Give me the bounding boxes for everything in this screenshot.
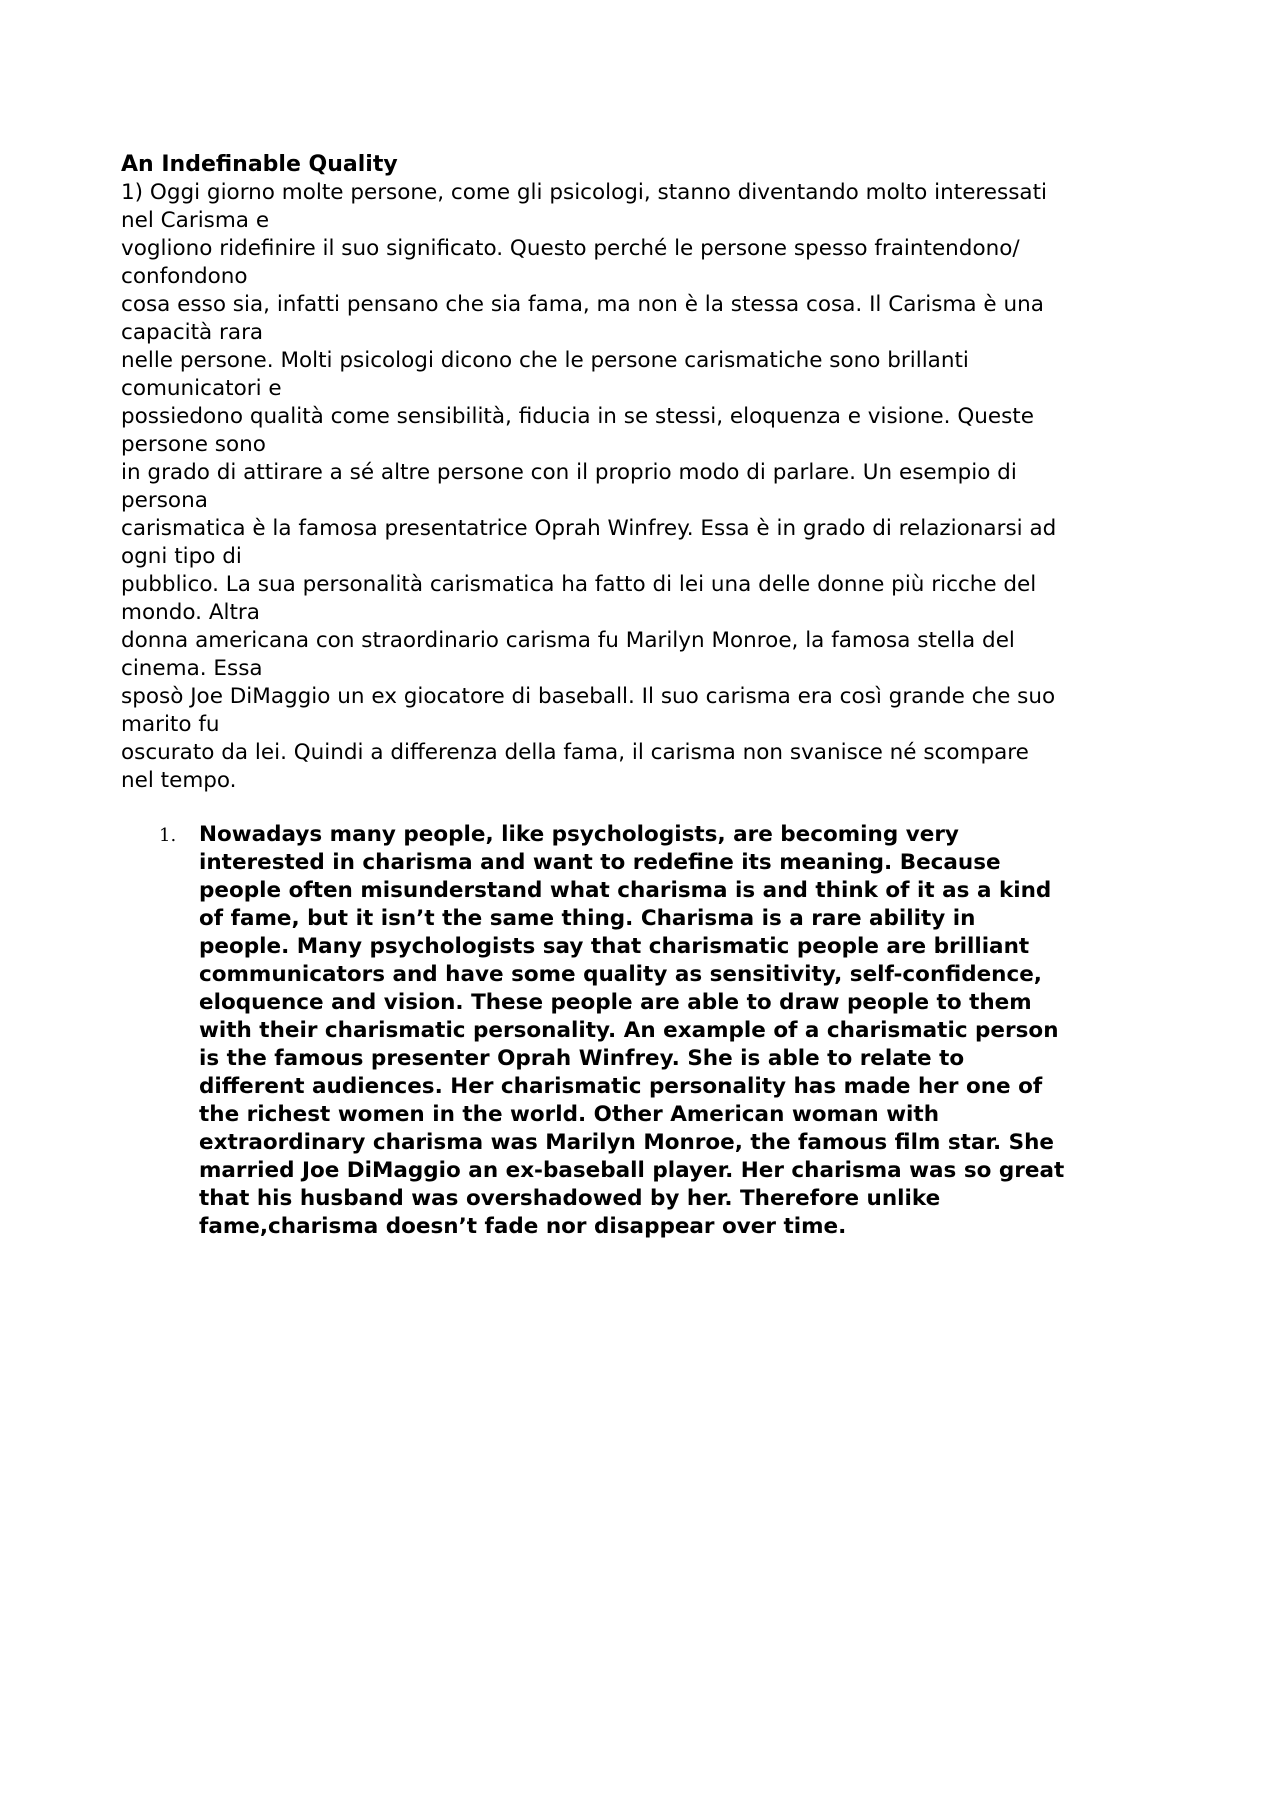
document-body <box>121 151 1161 1241</box>
english-line: fame,charisma doesn’t fade nor disappear over time. <box>199 1214 847 1239</box>
list-number: 1. <box>159 825 177 846</box>
english-line: extraordinary charisma was Marilyn Monroe, the famous film star. She <box>199 1130 1055 1155</box>
italian-line: confondono <box>121 264 248 289</box>
italian-line: marito fu <box>121 712 220 737</box>
italian-line: nel tempo. <box>121 768 237 793</box>
italian-line: carismatica è la famosa presentatrice Oprah Winfrey. Essa è in grado di relazionarsi ad <box>121 516 1057 541</box>
english-line: married Joe DiMaggio an ex-baseball player. Her charisma was so great <box>199 1158 1065 1183</box>
italian-line: capacità rara <box>121 320 264 345</box>
english-numbered-list <box>121 821 1161 1241</box>
italian-line: cinema. Essa <box>121 656 263 681</box>
italian-line: vogliono ridefinire il suo significato. Questo perché le persone spesso fraintendono/ <box>121 236 1020 261</box>
english-line: different audiences. Her charismatic personality has made her one of <box>199 1074 1043 1099</box>
italian-line: mondo. Altra <box>121 600 260 625</box>
italian-line: cosa esso sia, infatti pensano che sia fama, ma non è la stessa cosa. Il Carisma è una <box>121 292 1044 317</box>
italian-line: persone sono <box>121 432 266 457</box>
italian-line: pubblico. La sua personalità carismatica ha fatto di lei una delle donne più ricche del <box>121 572 1037 597</box>
english-line: with their charismatic personality. An example of a charismatic person <box>199 1018 1059 1043</box>
italian-line: possiedono qualità come sensibilità, fiducia in se stessi, eloquenza e visione. Queste <box>121 404 1034 429</box>
english-line: eloquence and vision. These people are able to draw people to them <box>199 990 1032 1015</box>
italian-line: ogni tipo di <box>121 544 242 569</box>
italian-line: oscurato da lei. Quindi a differenza della fama, il carisma non svanisce né scompare <box>121 740 1029 765</box>
italian-line: sposò Joe DiMaggio un ex giocatore di baseball. Il suo carisma era così grande che suo <box>121 684 1056 709</box>
english-line: is the famous presenter Oprah Winfrey. She is able to relate to <box>199 1046 965 1071</box>
italian-paragraph <box>121 179 1161 795</box>
document-title: An Indefinable Quality <box>121 152 398 177</box>
italian-line: donna americana con straordinario carisma fu Marilyn Monroe, la famosa stella del <box>121 628 1015 653</box>
italian-line: comunicatori e <box>121 376 282 401</box>
italian-line: nelle persone. Molti psicologi dicono che le persone carismatiche sono brillanti <box>121 348 969 373</box>
english-line: of fame, but it isn’t the same thing. Charisma is a rare ability in <box>199 906 976 931</box>
italian-line: in grado di attirare a sé altre persone con il proprio modo di parlare. Un esempio di <box>121 460 1017 485</box>
english-line: communicators and have some quality as sensitivity, self-confidence, <box>199 962 1042 987</box>
english-line: people often misunderstand what charisma is and think of it as a kind <box>199 878 1052 903</box>
english-line: interested in charisma and want to redefine its meaning. Because <box>199 850 1001 875</box>
english-line: that his husband was overshadowed by her. Therefore unlike <box>199 1186 941 1211</box>
list-item <box>121 821 1161 1241</box>
italian-line: 1) Oggi giorno molte persone, come gli psicologi, stanno diventando molto interessati <box>121 180 1047 205</box>
english-line: the richest women in the world. Other American woman with <box>199 1102 940 1127</box>
italian-line: nel Carisma e <box>121 208 270 233</box>
english-line: Nowadays many people, like psychologists, are becoming very <box>199 822 959 847</box>
italian-line: persona <box>121 488 208 513</box>
english-line: people. Many psychologists say that charismatic people are brilliant <box>199 934 1030 959</box>
